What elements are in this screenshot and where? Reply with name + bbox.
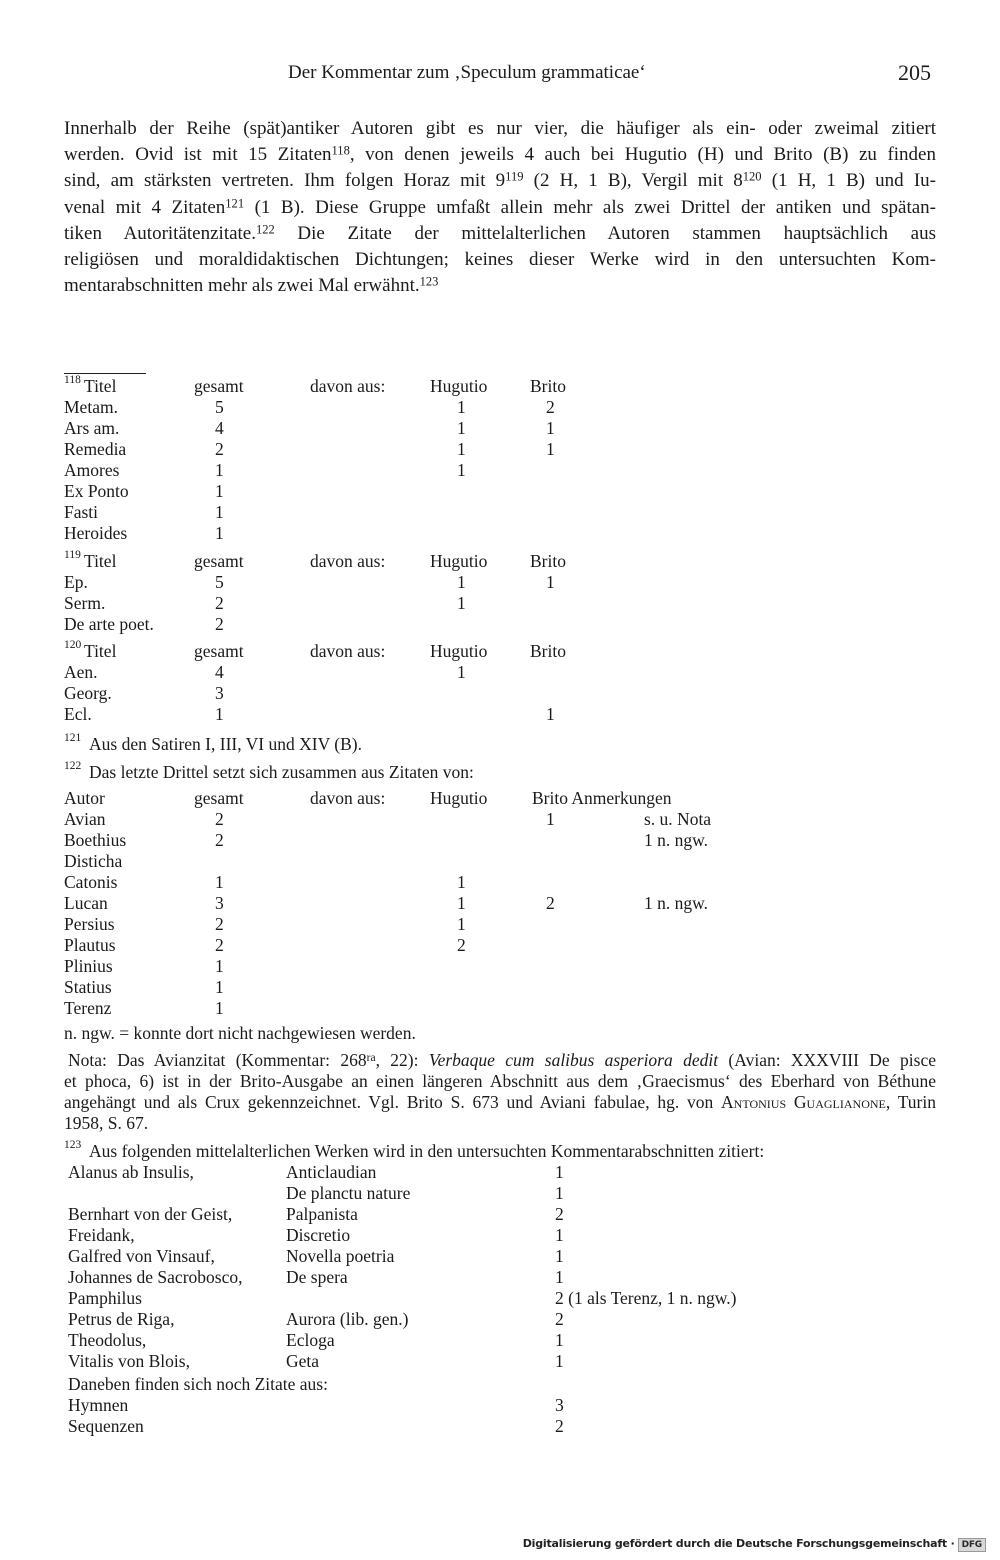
table-row-author: Catonis — [64, 872, 118, 892]
work-author: Vitalis von Blois, — [68, 1351, 190, 1371]
work-count: 1 — [555, 1351, 564, 1371]
table-row-title: Fasti — [64, 502, 99, 522]
table-row-author: Disticha — [64, 851, 123, 871]
table-cell-brito: 1 — [546, 439, 555, 459]
body-line: tiken Autoritätenzitate.$^{122}$ Die Zitate der mittelalterlichen Autoren stammen hauptsächlich aus — [64, 222, 936, 244]
table-cell-gesamt: 1 — [215, 460, 224, 480]
work-title: Palpanista — [286, 1204, 358, 1224]
column-header: Brito — [530, 641, 566, 661]
table-cell-hugutio: 1 — [457, 893, 466, 913]
column-header: davon aus: — [310, 551, 386, 571]
footnote-122-abbr: n. ngw. = konnte dort nicht nachgewiesen werden. — [64, 1023, 416, 1043]
table-cell-brito: 1 — [546, 418, 555, 438]
table-row-title: Georg. — [64, 683, 112, 703]
table-cell-hugutio: 1 — [457, 439, 466, 459]
work-author: Pamphilus — [68, 1288, 142, 1308]
work-count: 1 — [555, 1162, 564, 1182]
table-cell-gesamt: 1 — [215, 977, 224, 997]
footnote-ref[interactable]: 123 — [419, 274, 439, 289]
table-row-title: Ecl. — [64, 704, 92, 724]
column-header: gesamt — [194, 788, 244, 808]
work-title: Ecloga — [286, 1330, 335, 1350]
work-count: 1 — [555, 1267, 564, 1287]
table-cell-gesamt: 4 — [215, 418, 224, 438]
table-cell-gesamt: 1 — [215, 872, 224, 892]
table-row-author: Persius — [64, 914, 115, 934]
table-cell-hugutio: 2 — [457, 935, 466, 955]
work-count: 2 — [555, 1309, 564, 1329]
column-header-title: Titel — [84, 641, 117, 661]
column-header: gesamt — [194, 376, 244, 396]
footnote-121-text: Aus den Satiren I, III, VI und XIV (B). — [89, 734, 362, 754]
table-cell-gesamt: 1 — [215, 481, 224, 501]
work-count: 1 — [555, 1225, 564, 1245]
footnote-number: 118 — [64, 374, 81, 386]
body-paragraph — [64, 116, 936, 299]
table-cell-gesamt: 1 — [215, 523, 224, 543]
table-cell-gesamt: 2 — [215, 593, 224, 613]
body-line: sind, am stärksten vertreten. Ihm folgen Horaz mit $9^{119}$ (2 H, 1 B), Vergil mit $8^{120}$ (1 H, 1 B) und Iu- — [64, 169, 936, 192]
page-number: 205 — [898, 60, 931, 85]
footnote-122-intro: Das letzte Drittel setzt sich zusammen aus Zitaten von: — [89, 762, 474, 782]
table-row-title: Aen. — [64, 662, 98, 682]
table-cell-gesamt: 1 — [215, 704, 224, 724]
table-cell-gesamt: 2 — [215, 809, 224, 829]
nota-line: angehängt und als Crux gekennzeichnet. Vgl. Brito S. 673 und Aviani fabulae, hg. von Antonius Guaglianone, Turin — [64, 1092, 936, 1112]
table-cell-hugutio: 1 — [457, 418, 466, 438]
footnote-123-also: Daneben finden sich noch Zitate aus: — [68, 1374, 328, 1394]
table-cell-hugutio: 1 — [457, 460, 466, 480]
table-row-author: Terenz — [64, 998, 112, 1018]
work-author: Bernhart von der Geist, — [68, 1204, 233, 1224]
work-genre: Sequenzen — [68, 1416, 144, 1436]
footnote-number: 121 — [64, 732, 82, 744]
work-author: Johannes de Sacrobosco, — [68, 1267, 243, 1287]
table-cell-gesamt: 2 — [215, 914, 224, 934]
table-cell-gesamt: 5 — [215, 397, 224, 417]
footnote-number: 120 — [64, 639, 82, 651]
work-title: Discretio — [286, 1225, 351, 1245]
table-cell-note: 1 n. ngw. — [644, 830, 709, 850]
footnote-ref[interactable]: 120 — [742, 169, 762, 184]
table-cell-note: 1 n. ngw. — [644, 893, 709, 913]
column-header-title: Titel — [84, 551, 117, 571]
table-cell-gesamt: 1 — [215, 502, 224, 522]
table-row-author: Plinius — [64, 956, 113, 976]
work-count: 1 — [555, 1330, 564, 1350]
table-cell-hugutio: 1 — [457, 662, 466, 682]
table-cell-brito: 2 — [546, 397, 555, 417]
column-header: Autor — [64, 788, 105, 808]
column-header: Brito — [530, 376, 566, 396]
table-row-title: Serm. — [64, 593, 106, 613]
work-title: De spera — [286, 1267, 348, 1287]
table-row-title: Heroides — [64, 523, 128, 543]
table-row-author: Lucan — [64, 893, 108, 913]
table-row-author: Boethius — [64, 830, 127, 850]
body-line: werden. Ovid ist mit 15 Zitaten$^{118}$, von denen jeweils 4 auch bei Hugutio (H) und Brito (B) zu finden — [64, 143, 936, 166]
column-header-title: Titel — [84, 376, 117, 396]
column-header: davon aus: — [310, 788, 386, 808]
table-cell-hugutio: 1 — [457, 593, 466, 613]
column-header: davon aus: — [310, 641, 386, 661]
column-header: Hugutio — [430, 788, 488, 808]
footnote-ref[interactable]: 119 — [505, 169, 524, 184]
work-author: Alanus ab Insulis, — [68, 1162, 194, 1182]
column-header: Brito — [530, 551, 566, 571]
nota-line: et phoca, 6) ist in der Brito-Ausgabe an einen längeren Abschnitt aus dem ‚Graecismus‘ des Eberhard von Béthune — [64, 1071, 936, 1091]
table-cell-brito: 1 — [546, 572, 555, 592]
work-count: 2 — [555, 1416, 564, 1436]
work-author: Freidank, — [68, 1225, 135, 1245]
footnote-number: 122 — [64, 760, 82, 772]
nota-line: Nota: Das Avianzitat (Kommentar: $268^{ra}$, 22): Verbaque cum salibus asperiora dedit (Avian: XXXVIII De pisce — [68, 1050, 936, 1070]
work-count: 2 (1 als Terenz, 1 n. ngw.) — [555, 1288, 737, 1308]
table-cell-gesamt: 1 — [215, 956, 224, 976]
table-cell-note: s. u. Nota — [644, 809, 712, 829]
column-header: gesamt — [194, 551, 244, 571]
column-header: Hugutio — [430, 551, 488, 571]
table-row-title: Ars am. — [64, 418, 120, 438]
table-cell-gesamt: 3 — [215, 683, 224, 703]
table-cell-hugutio: 1 — [457, 872, 466, 892]
table-row-title: Remedia — [64, 439, 127, 459]
table-cell-gesamt: 2 — [215, 439, 224, 459]
table-row-author: Statius — [64, 977, 112, 997]
table-cell-brito: 1 — [546, 809, 555, 829]
table-row-title: Ep. — [64, 572, 88, 592]
column-header: gesamt — [194, 641, 244, 661]
table-cell-gesamt: 1 — [215, 998, 224, 1018]
work-title: Novella poetria — [286, 1246, 395, 1266]
footnote-ref[interactable]: 118 — [331, 143, 350, 158]
column-header: davon aus: — [310, 376, 386, 396]
footnote-number: 123 — [64, 1139, 82, 1151]
work-author: Galfred von Vinsauf, — [68, 1246, 215, 1266]
column-header: Hugutio — [430, 376, 488, 396]
body-line: mentarabschnitten mehr als zwei Mal erwähnt.$^{123}$ — [64, 274, 439, 297]
footnote-123-intro: Aus folgenden mittelalterlichen Werken wird in den untersuchten Kommentarabschnitten zitiert: — [89, 1141, 765, 1161]
table-row-author: Plautus — [64, 935, 116, 955]
work-genre: Hymnen — [68, 1395, 129, 1415]
table-cell-gesamt: 2 — [215, 830, 224, 850]
table-row-title: De arte poet. — [64, 614, 154, 634]
work-count: 3 — [555, 1395, 564, 1415]
footnote-ref[interactable]: 122 — [256, 222, 275, 237]
table-cell-hugutio: 1 — [457, 397, 466, 417]
table-cell-gesamt: 2 — [215, 935, 224, 955]
table-row-title: Metam. — [64, 397, 118, 417]
table-row-title: Ex Ponto — [64, 481, 129, 501]
table-cell-gesamt: 4 — [215, 662, 224, 682]
table-row-title: Amores — [64, 460, 120, 480]
table-cell-gesamt: 5 — [215, 572, 224, 592]
table-cell-hugutio: 1 — [457, 914, 466, 934]
body-line: venal mit 4 Zitaten$^{121}$ (1 B). Diese Gruppe umfaßt allein mehr als zwei Drittel der antiken und spätan- — [64, 195, 936, 218]
work-count: 1 — [555, 1246, 564, 1266]
running-title: Der Kommentar zum ‚Speculum grammaticae‘ — [288, 62, 646, 83]
table-row-author: Avian — [64, 809, 106, 829]
work-count: 2 — [555, 1204, 564, 1224]
nota-line: 1958, S. 67. — [64, 1113, 149, 1133]
dfg-logo: DFG — [958, 1538, 986, 1552]
table-cell-hugutio: 1 — [457, 572, 466, 592]
table-cell-gesamt: 2 — [215, 614, 224, 634]
work-title: De planctu nature — [286, 1183, 411, 1203]
table-cell-brito: 1 — [546, 704, 555, 724]
column-header: Brito Anmerkungen — [532, 788, 672, 808]
footnote-122-nota — [64, 1050, 936, 1134]
footnote-number: 119 — [64, 549, 81, 561]
column-header: Hugutio — [430, 641, 488, 661]
digitization-credit: Digitalisierung gefördert durch die Deutsche Forschungsgemeinschaft · DFG — [523, 1537, 986, 1552]
work-count: 1 — [555, 1183, 564, 1203]
work-author: Theodolus, — [68, 1330, 147, 1350]
table-cell-brito: 2 — [546, 893, 555, 913]
work-title: Aurora (lib. gen.) — [286, 1309, 409, 1329]
table-cell-gesamt: 3 — [215, 893, 224, 913]
footnote-ref[interactable]: 121 — [225, 195, 245, 210]
work-title: Anticlaudian — [286, 1162, 377, 1182]
work-author: Petrus de Riga, — [68, 1309, 175, 1329]
body-line: religiösen und moraldidaktischen Dichtungen; keines dieser Werke wird in den untersuchten Kom- — [64, 248, 936, 270]
work-title: Geta — [286, 1351, 320, 1371]
body-line: Innerhalb der Reihe (spät)antiker Autoren gibt es nur vier, die häufiger als ein- oder zweimal zitiert — [64, 118, 936, 139]
